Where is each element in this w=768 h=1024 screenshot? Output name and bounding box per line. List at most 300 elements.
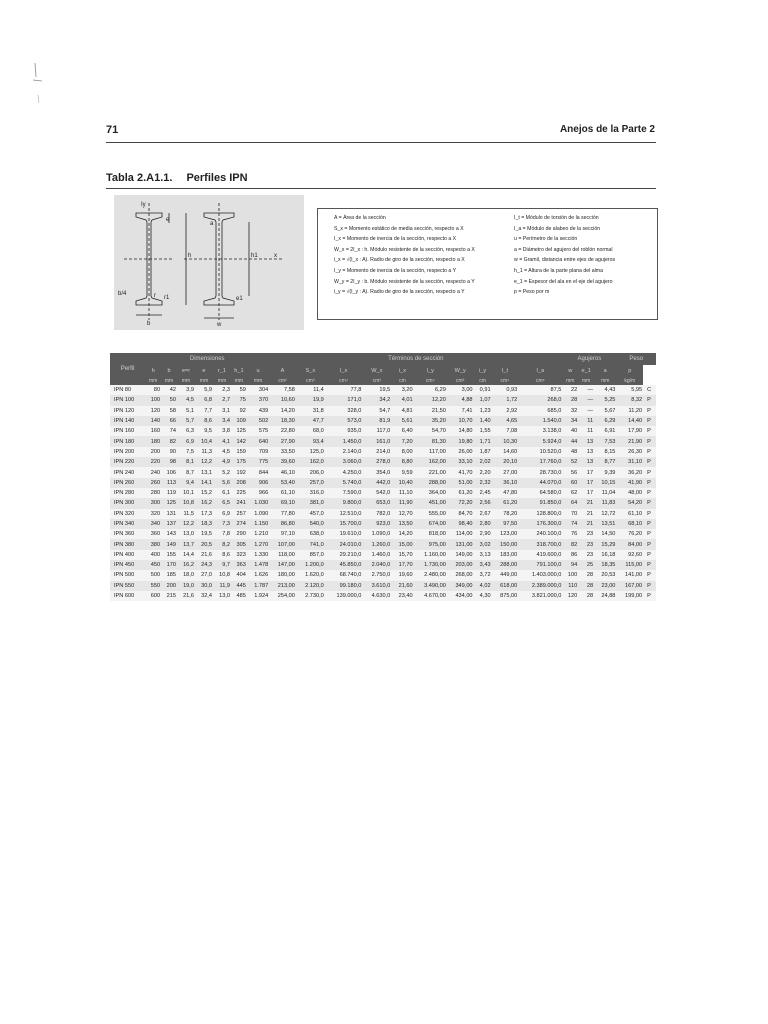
table-cell: 318.700,0 xyxy=(518,539,562,549)
table-cell: 3,20 xyxy=(391,385,413,395)
table-cell: 328,0 xyxy=(325,406,363,416)
table-cell: 80 xyxy=(145,385,161,395)
profile-name: IPN 180 xyxy=(110,436,145,446)
table-cell: 290 xyxy=(231,529,247,539)
table-number: Tabla 2.A1.1. xyxy=(106,172,173,184)
column-header: a xyxy=(594,365,616,376)
column-header: i_x xyxy=(391,365,413,376)
column-header: W_y xyxy=(447,365,474,376)
table-cell: 1.626 xyxy=(247,570,269,580)
table-cell: 354,0 xyxy=(362,467,391,477)
table-cell: 316,0 xyxy=(296,488,325,498)
table-cell: 268,00 xyxy=(447,570,474,580)
table-cell: 13,50 xyxy=(391,519,413,529)
table-cell: 2,02 xyxy=(474,457,492,467)
header-perfil: Perfil xyxy=(110,353,145,385)
table-cell: 52 xyxy=(562,457,578,467)
table-cell: 200 xyxy=(145,447,161,457)
table-cell: 62 xyxy=(562,488,578,498)
table-cell: 27,00 xyxy=(492,467,519,477)
table-cell: 48,00 xyxy=(616,488,643,498)
table-cell: 3.490,00 xyxy=(414,581,447,591)
table-cell: 203,00 xyxy=(447,560,474,570)
table-cell: 241 xyxy=(231,498,247,508)
table-cell: 449,00 xyxy=(492,570,519,580)
profile-type: P xyxy=(643,560,656,570)
table-cell: 98,40 xyxy=(447,519,474,529)
table-cell: 2,92 xyxy=(492,406,519,416)
column-unit: cm⁴ xyxy=(414,376,447,385)
table-cell: 59 xyxy=(231,385,247,395)
table-cell: 19,5 xyxy=(195,529,213,539)
table-cell: 11,3 xyxy=(195,447,213,457)
table-cell: 74 xyxy=(562,519,578,529)
table-cell: 34 xyxy=(562,416,578,426)
table-cell: 340 xyxy=(145,519,161,529)
table-row xyxy=(110,447,656,457)
table-cell: 280 xyxy=(145,488,161,498)
table-cell: 2.040,0 xyxy=(362,560,391,570)
table-cell: 2,80 xyxy=(474,519,492,529)
table-cell: 0,93 xyxy=(492,385,519,395)
table-cell: 61,10 xyxy=(269,488,296,498)
table-cell: 25 xyxy=(578,560,594,570)
table-caption: Perfiles IPN xyxy=(186,172,248,184)
table-cell: 260 xyxy=(145,478,161,488)
table-cell: 13,1 xyxy=(195,467,213,477)
table-cell: 9,59 xyxy=(391,467,413,477)
column-header: i_y xyxy=(474,365,492,376)
table-cell: 8,6 xyxy=(195,416,213,426)
table-cell: 75 xyxy=(231,395,247,405)
table-cell: 31,8 xyxy=(296,406,325,416)
table-cell: 3.138,0 xyxy=(518,426,562,436)
header-group-peso: Peso xyxy=(616,353,656,365)
table-cell: 137 xyxy=(161,519,177,529)
column-header: A xyxy=(269,365,296,376)
table-cell: 17 xyxy=(578,488,594,498)
table-cell: 69,10 xyxy=(269,498,296,508)
table-cell: 123,00 xyxy=(492,529,519,539)
table-cell: 2,90 xyxy=(474,529,492,539)
table-cell: 68,10 xyxy=(616,519,643,529)
table-cell: 305 xyxy=(231,539,247,549)
table-cell: 8,1 xyxy=(177,457,195,467)
table-cell: 14,4 xyxy=(177,550,195,560)
profile-type: P xyxy=(643,550,656,560)
table-cell: 5,2 xyxy=(213,467,231,477)
table-cell: 176.300,0 xyxy=(518,519,562,529)
table-cell: 7,8 xyxy=(213,529,231,539)
table-cell: 13,0 xyxy=(177,529,195,539)
table-cell: 23 xyxy=(578,529,594,539)
table-cell: 3,00 xyxy=(447,385,474,395)
table-cell: 363 xyxy=(231,560,247,570)
table-cell: 370 xyxy=(247,395,269,405)
header-group-dimensiones: Dimensiones xyxy=(145,353,269,365)
table-cell: 1.090 xyxy=(247,509,269,519)
column-unit: cm⁴ xyxy=(492,376,519,385)
table-cell: 13 xyxy=(578,436,594,446)
column-unit: mm xyxy=(231,376,247,385)
table-cell: 48 xyxy=(562,447,578,457)
table-cell: 215 xyxy=(161,591,177,601)
table-cell: 442,0 xyxy=(362,478,391,488)
table-cell: 46,10 xyxy=(269,467,296,477)
table-cell: 24,88 xyxy=(594,591,616,601)
table-cell: 17.760,0 xyxy=(518,457,562,467)
table-cell: 81,30 xyxy=(414,436,447,446)
table-cell: 180 xyxy=(145,436,161,446)
table-cell: 74 xyxy=(161,426,177,436)
table-cell: 935,0 xyxy=(325,426,363,436)
table-cell: 183,00 xyxy=(492,550,519,560)
column-header: b xyxy=(161,365,177,376)
table-row xyxy=(110,529,656,539)
table-cell: 161,0 xyxy=(362,436,391,446)
table-cell: 14,1 xyxy=(195,478,213,488)
table-cell: 13 xyxy=(578,447,594,457)
table-cell: 2,56 xyxy=(474,498,492,508)
table-cell: 9,5 xyxy=(195,426,213,436)
table-cell: 44 xyxy=(562,436,578,446)
table-cell: — xyxy=(578,395,594,405)
profile-type: C xyxy=(643,385,656,395)
table-cell: 600 xyxy=(145,591,161,601)
table-cell: 32 xyxy=(562,406,578,416)
profile-name: IPN 200 xyxy=(110,447,145,457)
table-cell: 21,60 xyxy=(391,581,413,591)
table-cell: 857,0 xyxy=(296,550,325,560)
table-cell: 6,1 xyxy=(213,488,231,498)
table-cell: 8,32 xyxy=(616,395,643,405)
table-cell: 1,71 xyxy=(474,436,492,446)
profile-type: P xyxy=(643,509,656,519)
legend-item: w = Gramil, distancia entre ejes de agujeros xyxy=(514,257,616,264)
table-cell: 16,2 xyxy=(195,498,213,508)
table-cell: 18,30 xyxy=(269,416,296,426)
table-cell: 975,00 xyxy=(414,539,447,549)
table-cell: 540,0 xyxy=(296,519,325,529)
column-unit: cm xyxy=(391,376,413,385)
table-cell: 300 xyxy=(145,498,161,508)
table-cell: 4,1 xyxy=(213,436,231,446)
table-cell: 17,3 xyxy=(195,509,213,519)
table-cell: 2,67 xyxy=(474,509,492,519)
fig-label-h1: h1 xyxy=(251,253,258,259)
table-cell: 162,0 xyxy=(296,457,325,467)
profile-type: P xyxy=(643,436,656,446)
table-cell: 1.460,0 xyxy=(362,550,391,560)
table-cell: 381,0 xyxy=(296,498,325,508)
column-unit: cm xyxy=(474,376,492,385)
table-cell: 6,9 xyxy=(177,436,195,446)
profile-name: IPN 80 xyxy=(110,385,145,395)
legend-item: I_x = Momento de inercia de la sección, respecto a X xyxy=(334,236,457,243)
table-cell: 19,0 xyxy=(177,581,195,591)
table-cell: 1.924 xyxy=(247,591,269,601)
column-header: I_t xyxy=(492,365,519,376)
table-cell: 12,70 xyxy=(391,509,413,519)
column-unit: mm xyxy=(578,376,594,385)
table-cell: 5,95 xyxy=(616,385,643,395)
table-cell: 77,8 xyxy=(325,385,363,395)
table-cell: 15,2 xyxy=(195,488,213,498)
table-row xyxy=(110,488,656,498)
table-cell: 11,04 xyxy=(594,488,616,498)
table-cell: 84,70 xyxy=(447,509,474,519)
profile-type: P xyxy=(643,406,656,416)
table-cell: 20,5 xyxy=(195,539,213,549)
table-cell: 1,40 xyxy=(474,416,492,426)
ipn-profiles-table xyxy=(110,353,656,601)
table-cell: 78,20 xyxy=(492,509,519,519)
table-cell: 782,0 xyxy=(362,509,391,519)
table-cell: 638,0 xyxy=(296,529,325,539)
table-cell: 125,0 xyxy=(296,447,325,457)
table-cell: 113 xyxy=(161,478,177,488)
table-cell: 1.450,0 xyxy=(325,436,363,446)
table-cell: 15.700,0 xyxy=(325,519,363,529)
column-header: h xyxy=(145,365,161,376)
table-cell: 8,7 xyxy=(177,467,195,477)
column-unit: mm xyxy=(145,376,161,385)
table-cell: 19,9 xyxy=(296,395,325,405)
table-cell: 53,40 xyxy=(269,478,296,488)
table-cell: 450 xyxy=(145,560,161,570)
table-cell: 2.120,0 xyxy=(296,581,325,591)
column-header: u xyxy=(247,365,269,376)
column-header: p xyxy=(616,365,643,376)
header-group-agujeros: Agujeros xyxy=(562,353,616,365)
table-cell: 66 xyxy=(161,416,177,426)
table-cell: 3.821.000,0 xyxy=(518,591,562,601)
column-unit: cm² xyxy=(269,376,296,385)
table-cell: 5.924,0 xyxy=(518,436,562,446)
legend-right-column xyxy=(514,213,654,298)
table-cell: 33,10 xyxy=(447,457,474,467)
table-cell: 502 xyxy=(247,416,269,426)
table-cell: 149 xyxy=(161,539,177,549)
table-cell: 70 xyxy=(562,509,578,519)
table-cell: 14,20 xyxy=(269,406,296,416)
table-cell: 44.070,0 xyxy=(518,478,562,488)
table-cell: 5,6 xyxy=(213,478,231,488)
column-unit: cm⁴ xyxy=(325,376,363,385)
table-row xyxy=(110,395,656,405)
table-cell: 171,0 xyxy=(325,395,363,405)
table-cell: 8,15 xyxy=(594,447,616,457)
table-cell: 76,20 xyxy=(616,529,643,539)
table-cell: 118,00 xyxy=(269,550,296,560)
table-cell: 10,8 xyxy=(177,498,195,508)
table-cell: 8,6 xyxy=(213,550,231,560)
legend-item: A = Área de la sección xyxy=(334,215,386,221)
table-cell: 199,00 xyxy=(616,591,643,601)
table-cell: 10.520,0 xyxy=(518,447,562,457)
legend-item: u = Perímetro de la sección xyxy=(514,236,578,243)
table-cell: 99.180,0 xyxy=(325,581,363,591)
table-cell: 320 xyxy=(145,509,161,519)
table-cell: 5.740,0 xyxy=(325,478,363,488)
table-cell: 674,00 xyxy=(414,519,447,529)
table-cell: 91.850,0 xyxy=(518,498,562,508)
table-cell: 19.610,0 xyxy=(325,529,363,539)
table-cell: 1.540,0 xyxy=(518,416,562,426)
header-group-terminos: Términos de sección xyxy=(269,353,562,365)
table-row xyxy=(110,570,656,580)
fig-label-h: h xyxy=(188,253,192,259)
table-cell: 76 xyxy=(562,529,578,539)
running-head: Anejos de la Parte 2 xyxy=(559,124,655,135)
table-cell: 32,4 xyxy=(195,591,213,601)
table-cell: 18,35 xyxy=(594,560,616,570)
table-cell: 140 xyxy=(145,416,161,426)
table-cell: 1.787 xyxy=(247,581,269,591)
table-cell: 47,80 xyxy=(492,488,519,498)
table-cell: 1.150 xyxy=(247,519,269,529)
table-cell: 34,2 xyxy=(362,395,391,405)
table-cell: 23 xyxy=(578,539,594,549)
fig-label-w: w xyxy=(217,322,222,328)
fig-label-x: x xyxy=(274,253,277,259)
table-cell: 97,50 xyxy=(492,519,519,529)
fig-label-b: b xyxy=(147,321,151,327)
table-cell: 28.730,0 xyxy=(518,467,562,477)
table-cell: 162,00 xyxy=(414,457,447,467)
table-cell: 21,6 xyxy=(177,591,195,601)
column-unit: cm⁶ xyxy=(518,376,562,385)
profile-type: P xyxy=(643,591,656,601)
table-cell: 26,00 xyxy=(447,447,474,457)
table-cell: 24,3 xyxy=(195,560,213,570)
table-cell: 1.090,0 xyxy=(362,529,391,539)
table-cell: 27,90 xyxy=(269,436,296,446)
table-cell: 5,9 xyxy=(195,385,213,395)
table-cell: 185 xyxy=(161,570,177,580)
column-header: I_y xyxy=(414,365,447,376)
table-cell: 35,20 xyxy=(414,416,447,426)
table-cell: 9,4 xyxy=(177,478,195,488)
profile-type: P xyxy=(643,529,656,539)
profile-name: IPN 280 xyxy=(110,488,145,498)
profile-name: IPN 360 xyxy=(110,529,145,539)
table-row xyxy=(110,426,656,436)
table-cell: 4,02 xyxy=(474,581,492,591)
table-cell: 4,88 xyxy=(447,395,474,405)
table-cell: 64.580,0 xyxy=(518,488,562,498)
table-cell: 3,13 xyxy=(474,550,492,560)
table-cell: 68,0 xyxy=(296,426,325,436)
table-cell: 100 xyxy=(562,570,578,580)
symbol-legend xyxy=(317,208,658,320)
table-cell: 7,7 xyxy=(195,406,213,416)
column-unit: mm xyxy=(161,376,177,385)
table-cell: 349,00 xyxy=(447,581,474,591)
table-cell: — xyxy=(578,406,594,416)
table-cell: 5,67 xyxy=(594,406,616,416)
table-cell: 11,83 xyxy=(594,498,616,508)
table-cell: 8,2 xyxy=(213,539,231,549)
legend-item: a = Diámetro del agujero del roblón normal xyxy=(514,246,613,253)
column-unit: cm³ xyxy=(296,376,325,385)
table-cell: 28 xyxy=(578,570,594,580)
column-unit: mm xyxy=(594,376,616,385)
table-cell: 16,2 xyxy=(177,560,195,570)
table-cell: 7,20 xyxy=(391,436,413,446)
table-cell: 128.800,0 xyxy=(518,509,562,519)
column-unit: kg/m xyxy=(616,376,643,385)
legend-item: i_x = √(I_x : A). Radio de giro de la sección, respecto a X xyxy=(334,257,465,264)
table-cell: 10,4 xyxy=(195,436,213,446)
table-cell: 27,0 xyxy=(195,570,213,580)
table-cell: 4,30 xyxy=(474,591,492,601)
table-cell: 19,80 xyxy=(447,436,474,446)
table-cell: 2.389.000,0 xyxy=(518,581,562,591)
table-cell: 966 xyxy=(247,488,269,498)
table-cell: 36,10 xyxy=(492,478,519,488)
table-cell: 9,39 xyxy=(594,467,616,477)
table-cell: 131 xyxy=(161,509,177,519)
table-cell: 3,43 xyxy=(474,560,492,570)
table-row xyxy=(110,581,656,591)
profile-type: P xyxy=(643,467,656,477)
table-row xyxy=(110,498,656,508)
table-cell: 23,40 xyxy=(391,591,413,601)
table-cell: 125 xyxy=(161,498,177,508)
table-cell: 360 xyxy=(145,529,161,539)
table-cell: 4.670,00 xyxy=(414,591,447,601)
table-cell: 240 xyxy=(145,467,161,477)
table-cell: 1,55 xyxy=(474,426,492,436)
table-cell: 6,8 xyxy=(195,395,213,405)
table-cell: 380 xyxy=(145,539,161,549)
table-cell: 1.730,00 xyxy=(414,560,447,570)
table-cell: 2,32 xyxy=(474,478,492,488)
table-cell: 11 xyxy=(578,426,594,436)
legend-item: I_t = Módulo de torsión de la sección xyxy=(514,215,599,221)
table-cell: 45.850,0 xyxy=(325,560,363,570)
table-row xyxy=(110,406,656,416)
table-cell: 1.270 xyxy=(247,539,269,549)
table-cell: 60 xyxy=(562,478,578,488)
table-cell: 1.403.000,0 xyxy=(518,570,562,580)
table-cell: 400 xyxy=(145,550,161,560)
profile-type: P xyxy=(643,519,656,529)
table-cell: 791.100,0 xyxy=(518,560,562,570)
table-cell: 2,3 xyxy=(213,385,231,395)
column-header: w xyxy=(562,365,578,376)
column-unit: cm³ xyxy=(447,376,474,385)
table-cell: 4,5 xyxy=(177,395,195,405)
table-cell: 86,80 xyxy=(269,519,296,529)
table-cell: 6,91 xyxy=(594,426,616,436)
table-cell: 7.590,0 xyxy=(325,488,363,498)
table-cell: 93,4 xyxy=(296,436,325,446)
table-cell: 906 xyxy=(247,478,269,488)
table-cell: 2.750,0 xyxy=(362,570,391,580)
table-cell: 31,10 xyxy=(616,457,643,467)
table-cell: 268,0 xyxy=(518,395,562,405)
column-header: e=r xyxy=(177,365,195,376)
table-cell: 19,5 xyxy=(362,385,391,395)
table-cell: 117,0 xyxy=(362,426,391,436)
table-cell: 17,70 xyxy=(391,560,413,570)
table-cell: 254,00 xyxy=(269,591,296,601)
fig-label-r: r xyxy=(154,293,156,299)
profile-type: P xyxy=(643,478,656,488)
table-cell: 2.140,0 xyxy=(325,447,363,457)
